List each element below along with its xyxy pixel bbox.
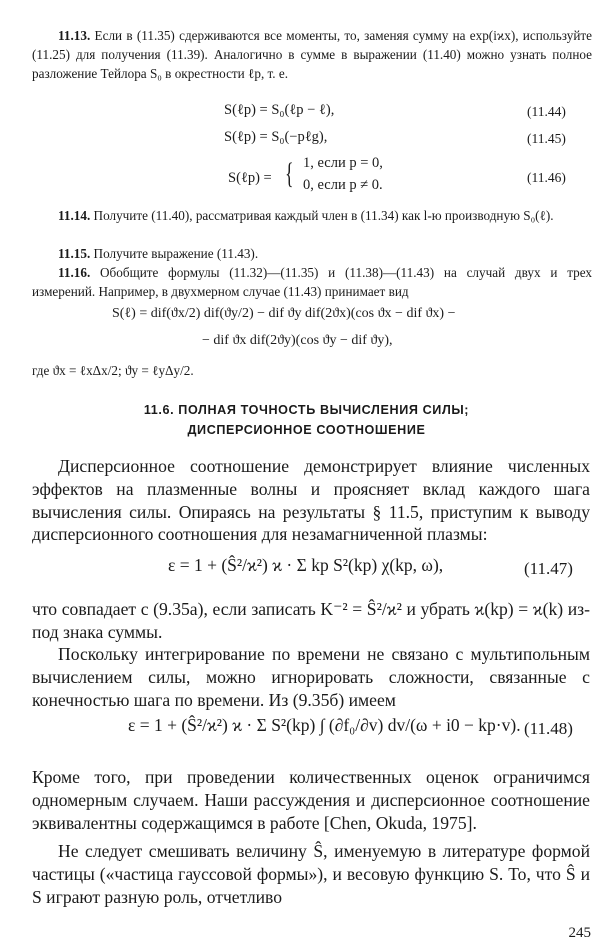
- exercise-11-13: [32, 26, 592, 83]
- exercise-11-14: [32, 206, 592, 225]
- equation-2d-line-2: − dif ϑx dif(2ϑy)(cos ϑy − dif ϑy),: [202, 333, 393, 348]
- paragraph-5: Не следует смешивать величину Ŝ, именуемую в литературе формой частицы («частица гауссовой формы»), и весовую функцию S. То, что Ŝ и S играют разную роль, отчетливо: [32, 841, 590, 907]
- equation-number-11-44: (11.44): [527, 104, 566, 119]
- exercise-text: Получите (11.40), рассматривая каждый член в (11.34) как l-ю производную S₀(ℓ).: [93, 208, 554, 223]
- paragraph-4: Кроме того, при проведении количественных оценок ограничимся одномерным случаем. Наши рассуждения и дисперсионное соотношение эквивалентны содержащимся в работе [Chen, Okuda, 1975].: [32, 767, 590, 833]
- equation-number-11-48: (11.48): [524, 719, 573, 738]
- exercise-number: 11.16.: [58, 265, 91, 280]
- equation-11-46-case-2: 0, если p ≠ 0.: [303, 177, 383, 193]
- exercise-number: 11.14.: [58, 208, 91, 223]
- paragraph-3: Поскольку интегрирование по времени не связано с мультипольным вычислением силы, можно игнорировать сложности, связанные с конечностью шага по времени. Из (9.35б) имеем: [32, 644, 590, 710]
- equation-number-11-46: (11.46): [527, 170, 566, 185]
- brace-icon: {: [285, 157, 294, 190]
- equation-11-46-case-1: 1, если p = 0,: [303, 155, 383, 171]
- equation-11-44: S(ℓp) = S₀(ℓp − ℓ),: [224, 102, 335, 118]
- exercise-11-16: [32, 263, 592, 301]
- exercise-text: Получите выражение (11.43).: [93, 246, 259, 261]
- equation-11-48: ε = 1 + (Ŝ²/ϰ²) ϰ · Σ S²(kp) ∫ (∂f₀/∂v) dv/(ω + i0 − kp·v).: [128, 715, 521, 735]
- exercise-text: Если в (11.35) сдерживаются все моменты, то, заменяя сумму на exp(iϰx), используйте (11.25) для получения (11.39). Аналогично в сумме в выражении (11.40) можно узнать полное разложение Тейлора S₀ в окрестности ℓp, т. е.: [32, 28, 592, 81]
- where-definitions: где ϑx = ℓxΔx/2; ϑy = ℓyΔy/2.: [32, 363, 194, 378]
- equation-11-45: S(ℓp) = S₀(−pℓg),: [224, 129, 328, 145]
- section-title-line-2: ДИСПЕРСИОННОЕ СООТНОШЕНИЕ: [187, 423, 426, 437]
- equation-number-11-45: (11.45): [527, 131, 566, 146]
- section-title-line-1: 11.6. ПОЛНАЯ ТОЧНОСТЬ ВЫЧИСЛЕНИЯ СИЛЫ;: [143, 403, 470, 417]
- paragraph-2: что совпадает с (9.35а), если записать K⁻² = Ŝ²/ϰ² и убрать ϰ(kp) = ϰ(k) из-под знака суммы.: [32, 599, 590, 642]
- page-number: 245: [568, 925, 591, 941]
- equation-2d-line-1: S(ℓ) = dif(ϑx/2) dif(ϑy/2) − dif ϑy dif(2ϑx)(cos ϑx − dif ϑx) −: [112, 306, 456, 321]
- equation-11-46-lhs: S(ℓp) =: [228, 170, 272, 186]
- equation-11-47: ε = 1 + (Ŝ²/ϰ²) ϰ · Σ kp S²(kp) χ(kp, ω),: [168, 555, 444, 575]
- exercise-text: Обобщите формулы (11.32)—(11.35) и (11.38)—(11.43) на случай двух и трех измерений. Например, в двухмерном случае (11.43) принимает вид: [32, 265, 592, 299]
- exercise-number: 11.15.: [58, 246, 91, 261]
- exercise-11-15: [32, 244, 592, 263]
- paragraph-1: Дисперсионное соотношение демонстрирует влияние численных эффектов на плазменные волны и проясняет вклад каждого шага вычисления силы. Опираясь на результаты § 11.5, приступим к выводу дисперсионного соотношения для незамагниченной плазмы:: [32, 456, 590, 545]
- exercise-number: 11.13.: [58, 28, 91, 43]
- equation-number-11-47: (11.47): [524, 559, 573, 578]
